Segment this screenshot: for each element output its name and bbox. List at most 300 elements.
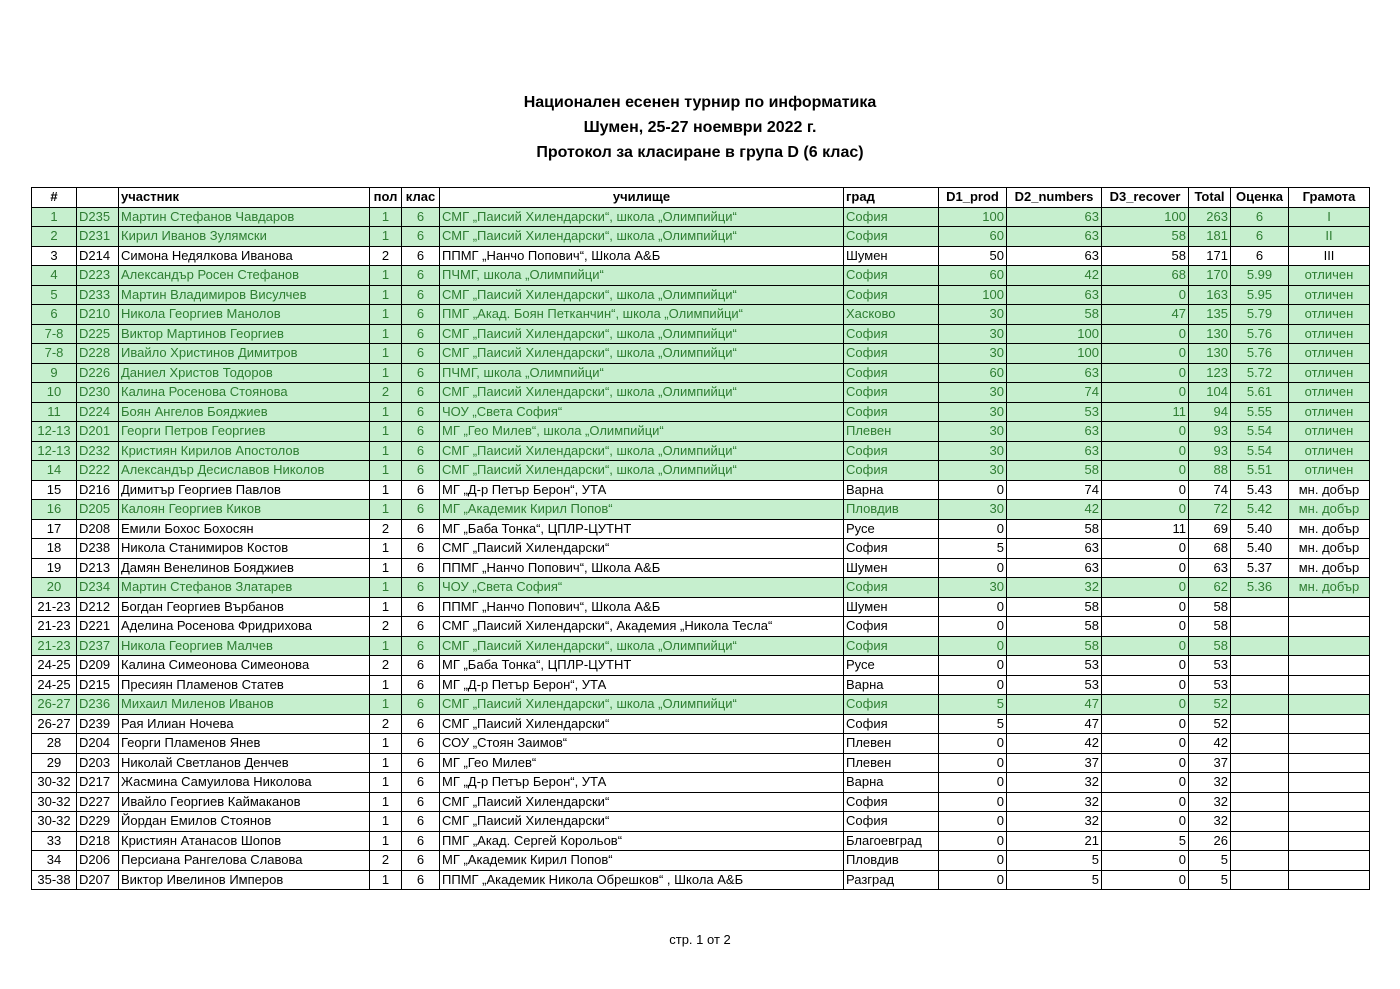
cell-id: D238	[77, 539, 119, 559]
cell-participant: Александър Росен Стефанов	[119, 266, 370, 286]
cell-grade-mark	[1231, 597, 1289, 617]
cell-grade: 6	[402, 441, 440, 461]
cell-gender: 1	[370, 305, 402, 325]
col-grade: клас	[402, 188, 440, 208]
cell-school: СМГ „Паисий Хилендарски“, школа „Олимпийци“	[440, 461, 844, 481]
cell-total: 104	[1189, 383, 1231, 403]
cell-certificate	[1289, 753, 1370, 773]
cell-d1-prod: 100	[939, 285, 1007, 305]
cell-participant: Виктор Мартинов Георгиев	[119, 324, 370, 344]
cell-grade: 6	[402, 558, 440, 578]
cell-city: София	[844, 539, 939, 559]
cell-d2-numbers: 63	[1007, 441, 1102, 461]
cell-school: СМГ „Паисий Хилендарски“	[440, 714, 844, 734]
cell-d1-prod: 0	[939, 773, 1007, 793]
cell-d1-prod: 50	[939, 246, 1007, 266]
cell-city: Шумен	[844, 597, 939, 617]
table-row	[32, 285, 1370, 305]
cell-id: D235	[77, 207, 119, 227]
table-row	[32, 636, 1370, 656]
cell-grade: 6	[402, 402, 440, 422]
cell-school: СМГ „Паисий Хилендарски“, школа „Олимпийци“	[440, 695, 844, 715]
cell-certificate: отличен	[1289, 344, 1370, 364]
cell-d3-recover: 0	[1102, 656, 1189, 676]
cell-d1-prod: 0	[939, 851, 1007, 871]
cell-rank: 33	[32, 831, 77, 851]
cell-gender: 1	[370, 324, 402, 344]
cell-participant: Симона Недялкова Иванова	[119, 246, 370, 266]
table-row	[32, 441, 1370, 461]
cell-gender: 1	[370, 480, 402, 500]
cell-rank: 19	[32, 558, 77, 578]
cell-grade: 6	[402, 422, 440, 442]
cell-rank: 24-25	[32, 656, 77, 676]
cell-participant: Никола Георгиев Малчев	[119, 636, 370, 656]
cell-d1-prod: 30	[939, 500, 1007, 520]
cell-school: ППМГ „Нанчо Попович“, Школа А&Б	[440, 246, 844, 266]
cell-d2-numbers: 58	[1007, 617, 1102, 637]
table-row	[32, 539, 1370, 559]
cell-grade-mark: 5.54	[1231, 441, 1289, 461]
cell-rank: 12-13	[32, 422, 77, 442]
cell-school: ЧОУ „Света София“	[440, 402, 844, 422]
cell-id: D203	[77, 753, 119, 773]
cell-d1-prod: 0	[939, 558, 1007, 578]
cell-total: 53	[1189, 656, 1231, 676]
table-row	[32, 519, 1370, 539]
cell-rank: 28	[32, 734, 77, 754]
cell-school: СМГ „Паисий Хилендарски“	[440, 812, 844, 832]
cell-rank: 16	[32, 500, 77, 520]
cell-rank: 7-8	[32, 324, 77, 344]
cell-grade: 6	[402, 773, 440, 793]
document-header	[0, 90, 1400, 165]
cell-city: Плевен	[844, 734, 939, 754]
cell-grade-mark	[1231, 695, 1289, 715]
cell-school: ПМГ „Акад. Сергей Корольов“	[440, 831, 844, 851]
cell-certificate: отличен	[1289, 266, 1370, 286]
cell-city: Варна	[844, 480, 939, 500]
cell-d2-numbers: 53	[1007, 656, 1102, 676]
cell-d3-recover: 0	[1102, 812, 1189, 832]
cell-d1-prod: 0	[939, 870, 1007, 890]
cell-participant: Мартин Владимиров Висулчев	[119, 285, 370, 305]
cell-d1-prod: 60	[939, 227, 1007, 247]
cell-city: София	[844, 363, 939, 383]
cell-participant: Георги Петров Георгиев	[119, 422, 370, 442]
cell-total: 58	[1189, 597, 1231, 617]
cell-grade-mark: 5.61	[1231, 383, 1289, 403]
cell-id: D230	[77, 383, 119, 403]
cell-d3-recover: 0	[1102, 578, 1189, 598]
cell-grade: 6	[402, 461, 440, 481]
cell-d1-prod: 0	[939, 617, 1007, 637]
cell-d1-prod: 60	[939, 363, 1007, 383]
cell-rank: 34	[32, 851, 77, 871]
cell-d2-numbers: 42	[1007, 734, 1102, 754]
cell-d2-numbers: 100	[1007, 324, 1102, 344]
table-row	[32, 578, 1370, 598]
cell-city: Пловдив	[844, 851, 939, 871]
cell-total: 52	[1189, 714, 1231, 734]
cell-d1-prod: 30	[939, 422, 1007, 442]
cell-d2-numbers: 63	[1007, 246, 1102, 266]
cell-certificate: мн. добър	[1289, 539, 1370, 559]
col-participant: участник	[119, 188, 370, 208]
cell-d2-numbers: 58	[1007, 519, 1102, 539]
cell-d2-numbers: 58	[1007, 305, 1102, 325]
cell-rank: 18	[32, 539, 77, 559]
cell-school: МГ „Д-р Петър Берон“, УТА	[440, 480, 844, 500]
cell-d2-numbers: 42	[1007, 266, 1102, 286]
cell-gender: 2	[370, 617, 402, 637]
cell-rank: 26-27	[32, 714, 77, 734]
cell-d1-prod: 0	[939, 792, 1007, 812]
cell-d1-prod: 5	[939, 714, 1007, 734]
cell-id: D239	[77, 714, 119, 734]
cell-school: ППМГ „Академик Никола Обрешков“ , Школа А&Б	[440, 870, 844, 890]
table-row	[32, 344, 1370, 364]
cell-participant: Ивайло Георгиев Каймаканов	[119, 792, 370, 812]
cell-rank: 11	[32, 402, 77, 422]
cell-grade-mark	[1231, 656, 1289, 676]
cell-d2-numbers: 58	[1007, 597, 1102, 617]
cell-d2-numbers: 5	[1007, 851, 1102, 871]
cell-gender: 1	[370, 597, 402, 617]
cell-grade-mark: 5.51	[1231, 461, 1289, 481]
col-certificate: Грамота	[1289, 188, 1370, 208]
cell-d2-numbers: 100	[1007, 344, 1102, 364]
cell-d2-numbers: 58	[1007, 636, 1102, 656]
cell-school: МГ „Гео Милев“, школа „Олимпийци“	[440, 422, 844, 442]
cell-certificate: отличен	[1289, 402, 1370, 422]
cell-total: 58	[1189, 617, 1231, 637]
cell-d1-prod: 0	[939, 831, 1007, 851]
cell-grade-mark	[1231, 870, 1289, 890]
cell-school: МГ „Баба Тонка“, ЦПЛР-ЦУТНТ	[440, 656, 844, 676]
cell-participant: Калина Росенова Стоянова	[119, 383, 370, 403]
cell-gender: 2	[370, 714, 402, 734]
cell-d3-recover: 11	[1102, 519, 1189, 539]
table-row	[32, 695, 1370, 715]
cell-rank: 5	[32, 285, 77, 305]
cell-id: D204	[77, 734, 119, 754]
cell-d2-numbers: 74	[1007, 383, 1102, 403]
cell-id: D206	[77, 851, 119, 871]
cell-grade: 6	[402, 539, 440, 559]
cell-participant: Йордан Емилов Стоянов	[119, 812, 370, 832]
cell-d3-recover: 0	[1102, 597, 1189, 617]
cell-city: София	[844, 383, 939, 403]
cell-participant: Аделина Росенова Фридрихова	[119, 617, 370, 637]
cell-school: ПЧМГ, школа „Олимпийци“	[440, 266, 844, 286]
table-header-row	[32, 188, 1370, 208]
cell-id: D218	[77, 831, 119, 851]
table-row	[32, 870, 1370, 890]
cell-id: D212	[77, 597, 119, 617]
cell-d1-prod: 30	[939, 305, 1007, 325]
cell-rank: 10	[32, 383, 77, 403]
cell-grade-mark	[1231, 812, 1289, 832]
cell-total: 63	[1189, 558, 1231, 578]
cell-id: D229	[77, 812, 119, 832]
cell-d1-prod: 0	[939, 656, 1007, 676]
cell-grade-mark: 5.40	[1231, 539, 1289, 559]
cell-d3-recover: 0	[1102, 539, 1189, 559]
cell-grade: 6	[402, 753, 440, 773]
cell-certificate	[1289, 851, 1370, 871]
cell-d2-numbers: 53	[1007, 402, 1102, 422]
cell-d3-recover: 0	[1102, 773, 1189, 793]
cell-d1-prod: 30	[939, 324, 1007, 344]
cell-gender: 1	[370, 636, 402, 656]
cell-participant: Мартин Стефанов Златарев	[119, 578, 370, 598]
cell-d3-recover: 0	[1102, 695, 1189, 715]
cell-total: 69	[1189, 519, 1231, 539]
cell-grade: 6	[402, 480, 440, 500]
cell-total: 72	[1189, 500, 1231, 520]
cell-d2-numbers: 5	[1007, 870, 1102, 890]
cell-total: 171	[1189, 246, 1231, 266]
cell-d1-prod: 0	[939, 812, 1007, 832]
cell-d1-prod: 0	[939, 753, 1007, 773]
cell-d2-numbers: 42	[1007, 500, 1102, 520]
cell-certificate: отличен	[1289, 441, 1370, 461]
cell-grade-mark	[1231, 831, 1289, 851]
cell-d3-recover: 0	[1102, 714, 1189, 734]
cell-d2-numbers: 63	[1007, 363, 1102, 383]
cell-participant: Никола Станимиров Костов	[119, 539, 370, 559]
cell-id: D215	[77, 675, 119, 695]
cell-city: София	[844, 617, 939, 637]
cell-d1-prod: 0	[939, 480, 1007, 500]
col-rank: #	[32, 188, 77, 208]
cell-participant: Кристиян Кирилов Апостолов	[119, 441, 370, 461]
cell-gender: 2	[370, 656, 402, 676]
cell-d3-recover: 58	[1102, 227, 1189, 247]
cell-gender: 1	[370, 422, 402, 442]
cell-school: СМГ „Паисий Хилендарски“, школа „Олимпийци“	[440, 383, 844, 403]
cell-d2-numbers: 74	[1007, 480, 1102, 500]
cell-gender: 1	[370, 363, 402, 383]
cell-total: 93	[1189, 441, 1231, 461]
cell-certificate: III	[1289, 246, 1370, 266]
cell-city: София	[844, 285, 939, 305]
cell-city: София	[844, 207, 939, 227]
cell-grade: 6	[402, 714, 440, 734]
cell-city: Шумен	[844, 558, 939, 578]
cell-participant: Боян Ангелов Бояджиев	[119, 402, 370, 422]
location-date: Шумен, 25-27 ноември 2022 г.	[583, 119, 817, 136]
cell-school: МГ „Гео Милев“	[440, 753, 844, 773]
cell-total: 32	[1189, 773, 1231, 793]
cell-participant: Калина Симеонова Симеонова	[119, 656, 370, 676]
col-d2-numbers: D2_numbers	[1007, 188, 1102, 208]
protocol-title: Протокол за класиране в група D (6 клас)	[536, 144, 864, 161]
cell-d2-numbers: 37	[1007, 753, 1102, 773]
cell-d2-numbers: 32	[1007, 812, 1102, 832]
cell-school: МГ „Академик Кирил Попов“	[440, 851, 844, 871]
cell-d3-recover: 0	[1102, 558, 1189, 578]
cell-d2-numbers: 32	[1007, 792, 1102, 812]
cell-city: Пловдив	[844, 500, 939, 520]
table-row	[32, 422, 1370, 442]
cell-rank: 2	[32, 227, 77, 247]
cell-city: Хасково	[844, 305, 939, 325]
cell-gender: 2	[370, 519, 402, 539]
cell-id: D223	[77, 266, 119, 286]
cell-grade-mark: 6	[1231, 246, 1289, 266]
cell-d1-prod: 30	[939, 441, 1007, 461]
cell-rank: 17	[32, 519, 77, 539]
cell-total: 130	[1189, 344, 1231, 364]
table-row	[32, 324, 1370, 344]
cell-rank: 30-32	[32, 812, 77, 832]
cell-total: 135	[1189, 305, 1231, 325]
cell-d3-recover: 0	[1102, 792, 1189, 812]
cell-grade: 6	[402, 285, 440, 305]
cell-grade-mark: 5.37	[1231, 558, 1289, 578]
cell-total: 68	[1189, 539, 1231, 559]
cell-rank: 15	[32, 480, 77, 500]
table-row	[32, 714, 1370, 734]
cell-grade-mark: 5.99	[1231, 266, 1289, 286]
cell-participant: Александър Десиславов Николов	[119, 461, 370, 481]
table-row	[32, 246, 1370, 266]
cell-city: Шумен	[844, 246, 939, 266]
cell-grade: 6	[402, 500, 440, 520]
cell-rank: 9	[32, 363, 77, 383]
cell-school: ППМГ „Нанчо Попович“, Школа А&Б	[440, 597, 844, 617]
cell-certificate	[1289, 812, 1370, 832]
cell-id: D233	[77, 285, 119, 305]
cell-school: СМГ „Паисий Хилендарски“, школа „Олимпийци“	[440, 285, 844, 305]
cell-grade: 6	[402, 636, 440, 656]
cell-rank: 1	[32, 207, 77, 227]
cell-total: 170	[1189, 266, 1231, 286]
cell-grade-mark: 5.79	[1231, 305, 1289, 325]
cell-city: София	[844, 812, 939, 832]
cell-certificate: I	[1289, 207, 1370, 227]
cell-rank: 6	[32, 305, 77, 325]
cell-city: Плевен	[844, 422, 939, 442]
cell-grade: 6	[402, 324, 440, 344]
table-row	[32, 266, 1370, 286]
cell-grade-mark	[1231, 734, 1289, 754]
cell-d1-prod: 30	[939, 461, 1007, 481]
cell-grade: 6	[402, 519, 440, 539]
cell-d1-prod: 0	[939, 636, 1007, 656]
cell-total: 74	[1189, 480, 1231, 500]
cell-grade: 6	[402, 266, 440, 286]
cell-grade: 6	[402, 578, 440, 598]
cell-school: СМГ „Паисий Хилендарски“, школа „Олимпийци“	[440, 636, 844, 656]
cell-city: София	[844, 266, 939, 286]
cell-grade-mark	[1231, 773, 1289, 793]
cell-grade: 6	[402, 246, 440, 266]
cell-d2-numbers: 53	[1007, 675, 1102, 695]
cell-rank: 14	[32, 461, 77, 481]
table-row	[32, 461, 1370, 481]
cell-rank: 29	[32, 753, 77, 773]
cell-grade-mark	[1231, 675, 1289, 695]
cell-id: D221	[77, 617, 119, 637]
cell-d2-numbers: 32	[1007, 773, 1102, 793]
cell-total: 130	[1189, 324, 1231, 344]
cell-grade: 6	[402, 831, 440, 851]
cell-gender: 1	[370, 266, 402, 286]
cell-d2-numbers: 63	[1007, 558, 1102, 578]
cell-certificate	[1289, 636, 1370, 656]
cell-total: 62	[1189, 578, 1231, 598]
cell-grade-mark: 5.76	[1231, 324, 1289, 344]
cell-d2-numbers: 32	[1007, 578, 1102, 598]
cell-grade-mark	[1231, 617, 1289, 637]
cell-certificate	[1289, 597, 1370, 617]
cell-grade: 6	[402, 870, 440, 890]
cell-city: София	[844, 227, 939, 247]
cell-id: D208	[77, 519, 119, 539]
cell-rank: 21-23	[32, 597, 77, 617]
cell-school: МГ „Академик Кирил Попов“	[440, 500, 844, 520]
cell-id: D207	[77, 870, 119, 890]
cell-rank: 3	[32, 246, 77, 266]
cell-grade-mark	[1231, 636, 1289, 656]
col-gender: пол	[370, 188, 402, 208]
cell-total: 52	[1189, 695, 1231, 715]
cell-certificate	[1289, 675, 1370, 695]
cell-total: 58	[1189, 636, 1231, 656]
cell-grade-mark: 6	[1231, 227, 1289, 247]
cell-gender: 1	[370, 870, 402, 890]
cell-school: СМГ „Паисий Хилендарски“, школа „Олимпийци“	[440, 207, 844, 227]
table-row	[32, 812, 1370, 832]
cell-participant: Пресиян Пламенов Статев	[119, 675, 370, 695]
cell-certificate	[1289, 792, 1370, 812]
cell-city: Варна	[844, 773, 939, 793]
cell-city: София	[844, 344, 939, 364]
cell-d3-recover: 0	[1102, 461, 1189, 481]
cell-school: МГ „Баба Тонка“, ЦПЛР-ЦУТНТ	[440, 519, 844, 539]
cell-rank: 4	[32, 266, 77, 286]
cell-grade: 6	[402, 675, 440, 695]
cell-d2-numbers: 63	[1007, 422, 1102, 442]
cell-id: D231	[77, 227, 119, 247]
cell-participant: Кирил Иванов Зулямски	[119, 227, 370, 247]
cell-id: D213	[77, 558, 119, 578]
cell-gender: 1	[370, 285, 402, 305]
cell-total: 53	[1189, 675, 1231, 695]
cell-city: Благоевград	[844, 831, 939, 851]
cell-school: МГ „Д-р Петър Берон“, УТА	[440, 675, 844, 695]
cell-d2-numbers: 47	[1007, 714, 1102, 734]
cell-d3-recover: 0	[1102, 285, 1189, 305]
cell-participant: Калоян Георгиев Киков	[119, 500, 370, 520]
cell-grade-mark: 5.72	[1231, 363, 1289, 383]
cell-id: D225	[77, 324, 119, 344]
cell-id: D217	[77, 773, 119, 793]
cell-total: 37	[1189, 753, 1231, 773]
cell-gender: 1	[370, 227, 402, 247]
cell-id: D214	[77, 246, 119, 266]
cell-city: София	[844, 324, 939, 344]
table-row	[32, 383, 1370, 403]
cell-gender: 1	[370, 773, 402, 793]
cell-d3-recover: 0	[1102, 617, 1189, 637]
cell-certificate	[1289, 714, 1370, 734]
cell-total: 32	[1189, 792, 1231, 812]
cell-d1-prod: 5	[939, 539, 1007, 559]
